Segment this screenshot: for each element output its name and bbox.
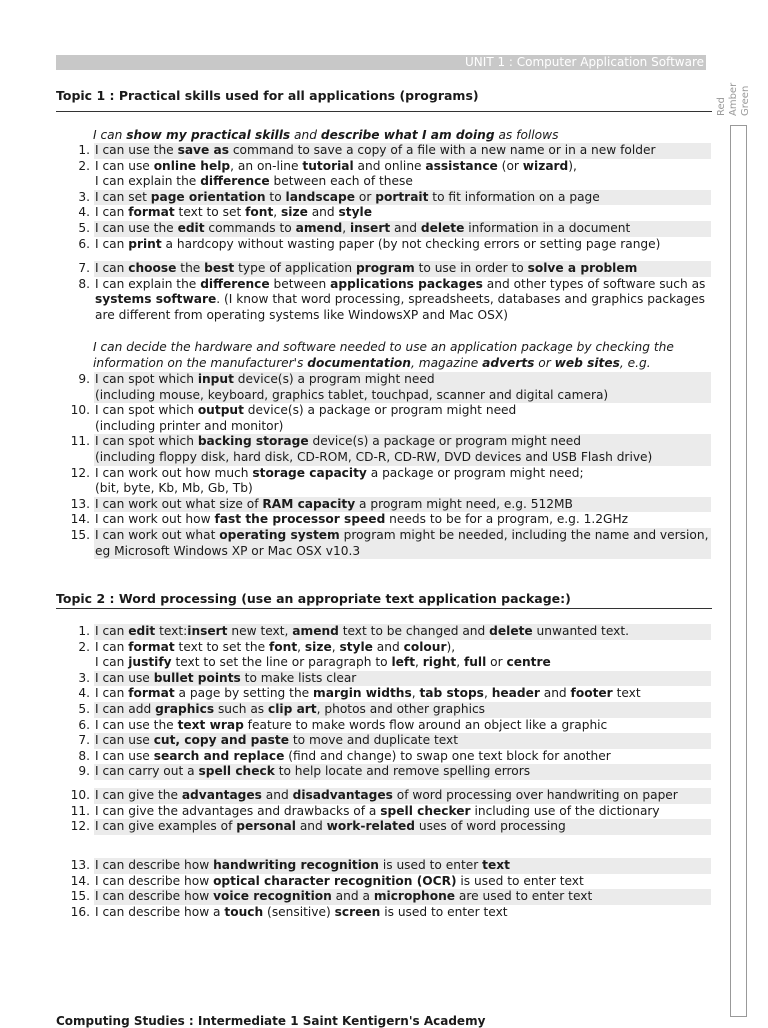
list-item (56, 733, 712, 749)
item-text: I can give the advantages and drawbacks of a spell checker including use of the dictionary (95, 803, 660, 818)
item-text: I can add graphics such as clip art, photos and other graphics (94, 702, 711, 718)
topic-1-list-c (56, 372, 712, 559)
list-item (56, 277, 712, 324)
item-number: 15. (70, 527, 90, 542)
item-text: I can work out how fast the processor speed needs to be for a program, e.g. 1.2GHz (95, 512, 629, 527)
page-footer: Computing Studies : Intermediate 1 Saint Kentigern's Academy (56, 1014, 486, 1028)
item-text: I can work out how much storage capacity a package or program might need; (bit, byte, Kb, Mb, Gb, Tb) (95, 465, 584, 496)
item-number: 8. (78, 748, 90, 763)
list-item (56, 749, 712, 765)
list-item (56, 159, 712, 190)
item-number: 10. (70, 788, 90, 802)
item-number: 6. (78, 236, 90, 251)
list-item (56, 819, 712, 835)
item-number: 4. (78, 205, 90, 220)
item-text: I can use search and replace (find and change) to swap one text block for another (95, 748, 611, 763)
item-number: 13. (70, 496, 90, 511)
list-item (56, 858, 712, 874)
list-item (56, 671, 712, 687)
rag-tick-column[interactable] (730, 125, 747, 1017)
topic-2-list-b (56, 788, 712, 835)
topic-2-title: Topic 2 : Word processing (use an appropriate text application package:) (56, 591, 712, 609)
item-text: I can work out what size of RAM capacity a program might need, e.g. 512MB (94, 497, 711, 513)
item-number: 1. (78, 143, 90, 157)
item-text: I can use the edit commands to amend, insert and delete information in a document (94, 221, 711, 237)
rag-green-label: Green (740, 85, 751, 116)
rag-amber-label: Amber (728, 82, 739, 116)
item-number: 3. (78, 670, 90, 685)
list-item (56, 143, 712, 159)
item-number: 11. (70, 803, 90, 818)
item-text: I can describe how optical character recognition (OCR) is used to enter text (95, 873, 584, 888)
item-text: I can work out what operating system program might be needed, including the name and version, eg Microsoft Windows XP or Mac OSX v10.3 (94, 528, 711, 559)
list-item (56, 624, 712, 640)
item-number: 9. (78, 372, 90, 386)
item-number: 2. (78, 639, 90, 654)
list-item (56, 261, 712, 277)
list-item (56, 788, 712, 804)
topic-1-list-b (56, 261, 712, 323)
list-item (56, 466, 712, 497)
item-number: 16. (70, 904, 90, 919)
list-item (56, 190, 712, 206)
list-item (56, 889, 712, 905)
list-item (56, 512, 712, 528)
item-text: I can use cut, copy and paste to move and duplicate text (94, 733, 711, 749)
item-number: 12. (70, 465, 90, 480)
list-item (56, 905, 712, 921)
list-item (56, 221, 712, 237)
rag-labels (716, 78, 756, 118)
list-item (56, 497, 712, 513)
list-item (56, 764, 712, 780)
item-number: 9. (78, 764, 90, 779)
item-text: I can give the advantages and disadvantages of word processing over handwriting on paper (94, 788, 711, 804)
item-number: 10. (70, 403, 90, 418)
item-text: I can use bullet points to make lists clear (94, 671, 711, 687)
item-text: I can give examples of personal and work-related uses of word processing (94, 819, 711, 835)
topic-2-list-a (56, 624, 712, 780)
list-item (56, 702, 712, 718)
topic-1-title: Topic 1 : Practical skills used for all applications (programs) (56, 88, 712, 112)
item-text: I can describe how handwriting recognition is used to enter text (94, 858, 711, 874)
item-number: 5. (78, 220, 90, 235)
item-text: I can edit text:insert new text, amend text to be changed and delete unwanted text. (94, 624, 711, 640)
item-number: 13. (70, 858, 90, 872)
item-text: I can choose the best type of application program to use in order to solve a problem (94, 261, 711, 277)
item-text: I can format text to set font, size and style (95, 205, 372, 220)
topic-2-list-c (56, 858, 712, 920)
item-text: I can explain the difference between applications packages and other types of software such as systems software. (I know that word processing, spreadsheets, databases and graphics packages are different from operating systems like WindowsXP and Mac OSX) (95, 276, 706, 322)
item-number: 8. (78, 276, 90, 291)
list-item (56, 874, 712, 890)
item-number: 14. (70, 873, 90, 888)
list-item (56, 718, 712, 734)
item-number: 2. (78, 158, 90, 173)
list-item (56, 403, 712, 434)
list-item (56, 237, 712, 253)
item-number: 14. (70, 512, 90, 527)
list-item (56, 372, 712, 403)
item-text: I can carry out a spell check to help locate and remove spelling errors (94, 764, 711, 780)
item-number: 12. (70, 819, 90, 834)
item-text: I can use the save as command to save a copy of a file with a new name or in a new folder (94, 143, 711, 159)
item-number: 6. (78, 717, 90, 732)
item-number: 5. (78, 701, 90, 716)
item-text: I can print a hardcopy without wasting paper (by not checking errors or setting page range) (95, 236, 661, 251)
list-item (56, 434, 712, 465)
topic-1-intro: I can show my practical skills and describe what I am doing as follows (93, 128, 559, 142)
item-text: I can spot which output device(s) a package or program might need (including printer and monitor) (95, 403, 517, 433)
item-number: 11. (70, 434, 90, 449)
item-text: I can use the text wrap feature to make words flow around an object like a graphic (95, 717, 608, 732)
item-number: 7. (78, 733, 90, 748)
unit-header: UNIT 1 : Computer Application Software (56, 55, 706, 70)
list-item (56, 205, 712, 221)
item-number: 4. (78, 686, 90, 701)
list-item (56, 686, 712, 702)
topic-1-list-a (56, 143, 712, 252)
rag-red-label: Red (716, 97, 727, 116)
item-text: I can spot which backing storage device(s) a package or program might need (including floppy disk, hard disk, CD-ROM, CD-R, CD-RW, DVD devices and USB Flash drive) (94, 434, 711, 465)
list-item (56, 804, 712, 820)
item-number: 3. (78, 189, 90, 204)
item-number: 1. (78, 624, 90, 638)
item-text: I can format a page by setting the margin widths, tab stops, header and footer text (95, 686, 641, 701)
item-text: I can set page orientation to landscape or portrait to fit information on a page (94, 190, 711, 206)
item-number: 15. (70, 889, 90, 904)
item-text: I can describe how voice recognition and a microphone are used to enter text (94, 889, 711, 905)
item-text: I can describe how a touch (sensitive) screen is used to enter text (95, 904, 508, 919)
item-number: 7. (78, 261, 90, 275)
topic-1-intro-2: I can decide the hardware and software needed to use an application package by checking the information on the manufacturer's documentation, magazine adverts or web sites, e.g. (93, 340, 674, 370)
item-text: I can format text to set the font, size, style and colour), I can justify text to set the line or paragraph to left, right, full or centre (95, 639, 551, 670)
item-text: I can use online help, an on-line tutorial and online assistance (or wizard), I can explain the difference between each of these (95, 158, 577, 189)
item-text: I can spot which input device(s) a program might need (including mouse, keyboard, graphics tablet, touchpad, scanner and digital camera) (94, 372, 711, 403)
list-item (56, 528, 712, 559)
list-item (56, 640, 712, 671)
